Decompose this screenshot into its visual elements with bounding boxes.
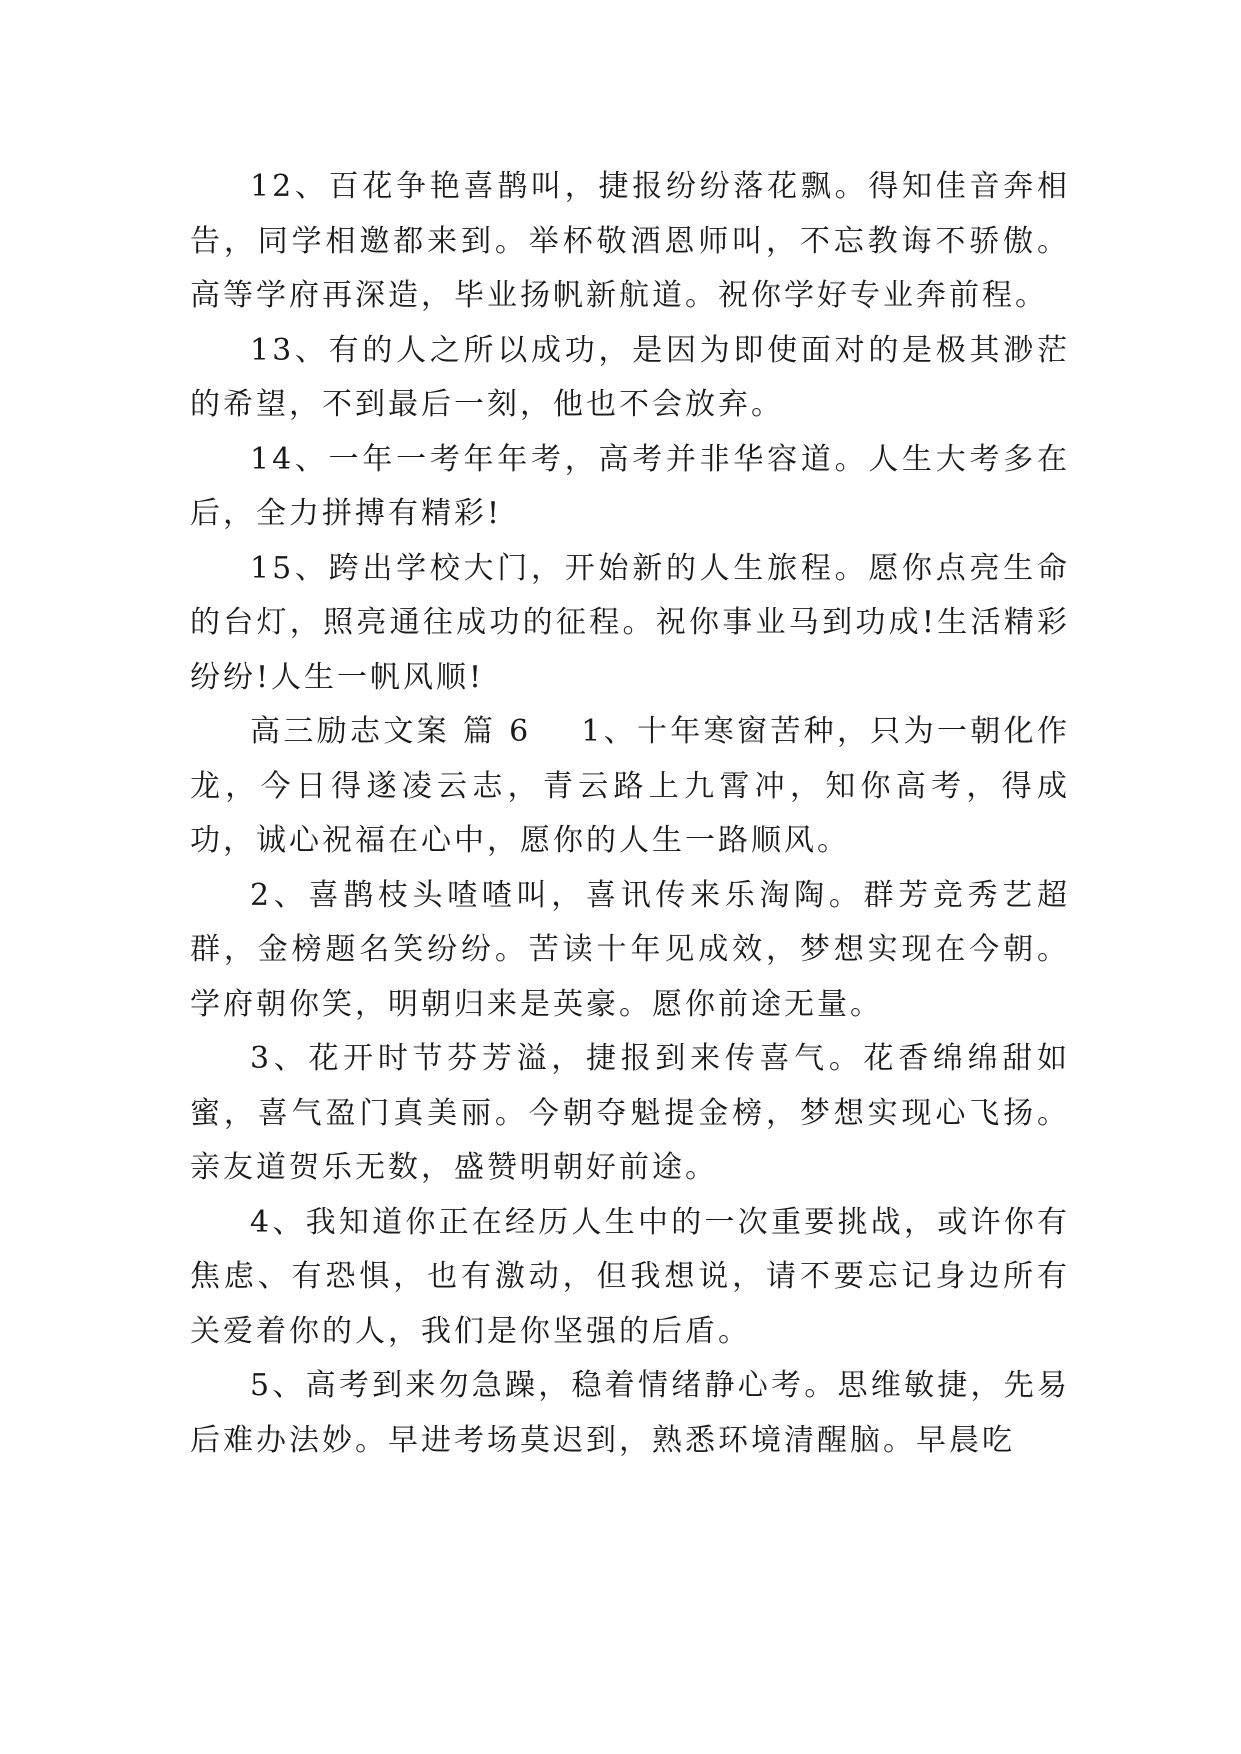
paragraph-item-12: 12、百花争艳喜鹊叫，捷报纷纷落花飘。得知佳音奔相告，同学相邀都来到。举杯敬酒恩师叫，不忘教诲不骄傲。高等学府再深造，毕业扬帆新航道。祝你学好专业奔前程。 bbox=[190, 169, 1070, 313]
paragraph-item-3: 3、花开时节芬芳溢，捷报到来传喜气。花香绵绵甜如蜜，喜气盈门真美丽。今朝夺魁提金榜，梦想实现心飞扬。亲友道贺乐无数，盛赞明朝好前途。 bbox=[190, 1041, 1070, 1185]
paragraph-item-14: 14、一年一考年年考，高考并非华容道。人生大考多在后，全力拼搏有精彩! bbox=[190, 441, 1070, 531]
document-body bbox=[190, 160, 1070, 1468]
paragraph-item-4: 4、我知道你正在经历人生中的一次重要挑战，或许你有焦虑、有恐惧，也有激动，但我想说，请不要忘记身边所有关爱着你的人，我们是你坚强的后盾。 bbox=[190, 1204, 1070, 1349]
paragraph-item-13: 13、有的人之所以成功，是因为即使面对的是极其渺茫的希望，不到最后一刻，他也不会放弃。 bbox=[190, 332, 1070, 422]
section-paragraph bbox=[190, 705, 1070, 869]
paragraph-item-5: 5、高考到来勿急躁，稳着情绪静心考。思维敏捷，先易后难办法妙。早进考场莫迟到，熟悉环境清醒脑。早晨吃 bbox=[190, 1368, 1070, 1458]
paragraph-item-15: 15、跨出学校大门，开始新的人生旅程。愿你点亮生命的台灯，照亮通往成功的征程。祝你事业马到功成!生活精彩纷纷!人生一帆风顺! bbox=[190, 550, 1070, 695]
section-heading: 高三励志文案 篇 6 bbox=[250, 714, 532, 749]
section-first-item: 1、十年寒窗苦种，只为一朝化作龙，今日得遂凌云志，青云路上九霄冲，知你高考，得成功，诚心祝福在心中，愿你的人生一路顺风。 bbox=[190, 714, 1070, 858]
paragraph-item-2: 2、喜鹊枝头喳喳叫，喜讯传来乐淘陶。群芳竞秀艺超群，金榜题名笑纷纷。苦读十年见成效，梦想实现在今朝。学府朝你笑，明朝归来是英豪。愿你前途无量。 bbox=[190, 877, 1070, 1022]
